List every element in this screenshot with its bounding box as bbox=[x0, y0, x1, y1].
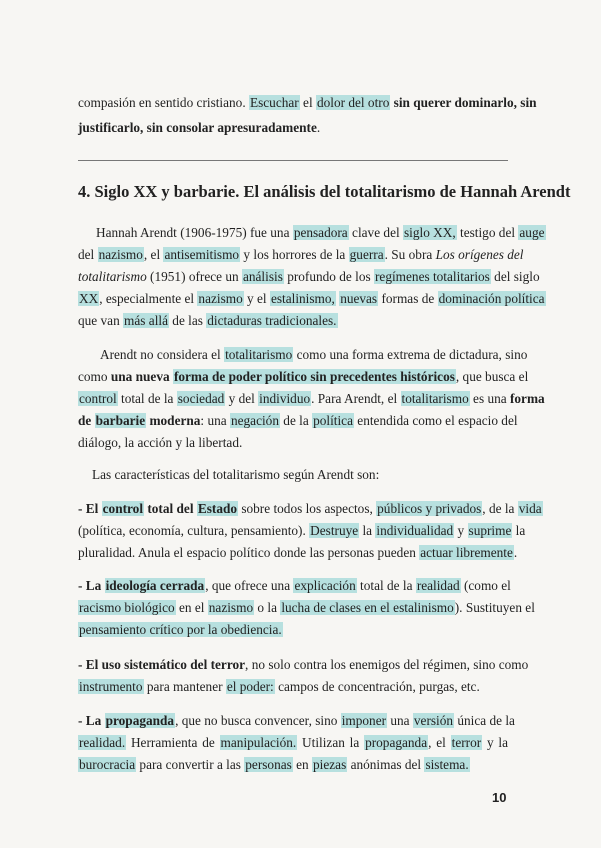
highlight: nazismo bbox=[208, 600, 254, 615]
highlight: racismo biológico bbox=[79, 600, 175, 615]
text: el bbox=[299, 95, 316, 110]
text: , de la bbox=[482, 501, 518, 516]
highlight: propaganda bbox=[365, 735, 428, 750]
text: , el bbox=[428, 735, 451, 750]
highlight: sociedad bbox=[177, 391, 225, 406]
highlight: terror bbox=[451, 735, 482, 750]
text: total de la bbox=[356, 578, 416, 593]
text: (como el bbox=[460, 578, 511, 593]
text: en el bbox=[175, 600, 208, 615]
text: Utilizan la bbox=[297, 735, 365, 750]
bold-highlight: propaganda bbox=[105, 713, 175, 728]
text: campos de concentración, purgas, etc. bbox=[274, 679, 480, 694]
highlight: control bbox=[79, 391, 117, 406]
highlight: lucha de clases en el estalinismo bbox=[281, 600, 454, 615]
bold-text: - El uso sistemático del terror bbox=[78, 657, 246, 672]
text: pluralidad. Anula el espacio político donde las personas pueden bbox=[78, 545, 420, 560]
text: como una forma extrema de dictadura, sino bbox=[293, 347, 528, 362]
list-item-line bbox=[78, 734, 508, 752]
intro-line bbox=[78, 94, 537, 112]
bold-text: - La bbox=[78, 713, 105, 728]
text: . Para Arendt, el bbox=[311, 391, 401, 406]
highlight: dictaduras tradicionales. bbox=[207, 313, 337, 328]
text: , que busca el bbox=[455, 369, 529, 384]
list-item-line bbox=[78, 621, 508, 639]
highlight: nuevas bbox=[340, 291, 378, 306]
italic-text: Los orígenes del bbox=[435, 247, 524, 262]
highlight: manipulación. bbox=[220, 735, 297, 750]
bold-highlight: forma de poder político sin precedentes históricos bbox=[173, 369, 455, 384]
highlight: sistema. bbox=[425, 757, 469, 772]
highlight: nazismo bbox=[198, 291, 243, 306]
highlight: instrumento bbox=[79, 679, 143, 694]
list-item-line bbox=[78, 544, 518, 562]
text: sobre todos los aspectos, bbox=[238, 501, 377, 516]
highlight: el poder: bbox=[226, 679, 274, 694]
text: formas de bbox=[378, 291, 438, 306]
text: Herramienta de bbox=[126, 735, 220, 750]
paragraph-line bbox=[78, 412, 518, 430]
highlight: personas bbox=[245, 757, 292, 772]
list-item-line bbox=[78, 678, 508, 696]
text: y los horrores de la bbox=[240, 247, 349, 262]
highlight: versión bbox=[413, 713, 454, 728]
italic-text: totalitarismo bbox=[78, 269, 147, 284]
paragraph-line bbox=[78, 246, 524, 264]
text: . bbox=[513, 545, 518, 560]
highlight: individuo bbox=[259, 391, 311, 406]
highlight: más allá bbox=[124, 313, 168, 328]
text: la bbox=[359, 523, 376, 538]
highlight: regímenes totalitarios bbox=[375, 269, 490, 284]
highlight: Escuchar bbox=[249, 95, 299, 110]
text: (1951) ofrece un bbox=[146, 269, 242, 284]
paragraph-line bbox=[92, 466, 522, 484]
paragraph-line bbox=[100, 346, 528, 364]
text: testigo del bbox=[456, 225, 519, 240]
bold-text: - La bbox=[78, 578, 105, 593]
text: : una bbox=[200, 413, 230, 428]
highlight: explicación bbox=[294, 578, 356, 593]
highlight: nazismo bbox=[98, 247, 143, 262]
paragraph-line bbox=[78, 390, 545, 408]
highlight: actuar libremente bbox=[420, 545, 513, 560]
text: del siglo bbox=[490, 269, 540, 284]
text: entendida como el espacio del bbox=[353, 413, 518, 428]
highlight: imponer bbox=[341, 713, 387, 728]
highlight: dominación política bbox=[438, 291, 545, 306]
text: única de la bbox=[454, 713, 515, 728]
list-item-line bbox=[78, 656, 529, 674]
bold-text: total del bbox=[144, 501, 197, 516]
highlight: auge bbox=[519, 225, 545, 240]
text: , el bbox=[143, 247, 164, 262]
bold-text: - El bbox=[78, 501, 102, 516]
text: la bbox=[512, 523, 526, 538]
text: y del bbox=[225, 391, 259, 406]
text: (política, economía, cultura, pensamiento). bbox=[78, 523, 310, 538]
highlight: guerra bbox=[349, 247, 384, 262]
highlight: antisemitismo bbox=[164, 247, 240, 262]
text: Hannah Arendt (1906-1975) fue una bbox=[96, 225, 293, 240]
paragraph-line bbox=[78, 312, 508, 330]
section-heading: 4. Siglo XX y barbarie. El análisis del totalitarismo de Hannah Arendt bbox=[78, 182, 571, 201]
bold-highlight: Estado bbox=[197, 501, 238, 516]
bold-highlight: barbarie bbox=[95, 413, 146, 428]
highlight: política bbox=[313, 413, 353, 428]
highlight: totalitarismo bbox=[401, 391, 469, 406]
text: compasión en sentido cristiano. bbox=[78, 95, 249, 110]
page-number: 10 bbox=[492, 790, 507, 805]
highlight: Destruye bbox=[310, 523, 359, 538]
highlight: piezas bbox=[313, 757, 347, 772]
text: anónimas del bbox=[347, 757, 425, 772]
list-item-line bbox=[78, 577, 511, 595]
list-item-line bbox=[78, 500, 542, 518]
text: en bbox=[292, 757, 313, 772]
text: del bbox=[78, 247, 98, 262]
bold-text: sin querer dominarlo, sin bbox=[390, 95, 537, 110]
text: es una bbox=[469, 391, 510, 406]
bold-highlight: control bbox=[102, 501, 144, 516]
text: . bbox=[316, 120, 321, 135]
highlight: análisis bbox=[242, 269, 283, 284]
paragraph-line bbox=[78, 368, 529, 386]
text: y el bbox=[243, 291, 270, 306]
text: de las bbox=[168, 313, 207, 328]
text: como bbox=[78, 369, 111, 384]
text: Arendt no considera el bbox=[100, 347, 225, 362]
list-item-line bbox=[78, 712, 515, 730]
text: total de la bbox=[117, 391, 177, 406]
highlight: públicos y privados bbox=[377, 501, 482, 516]
highlight: dolor del otro bbox=[316, 95, 390, 110]
highlight: negación bbox=[230, 413, 279, 428]
highlight: vida bbox=[518, 501, 542, 516]
text: profundo de los bbox=[283, 269, 374, 284]
text: de la bbox=[279, 413, 313, 428]
paragraph-line bbox=[78, 434, 508, 452]
intro-line bbox=[78, 119, 508, 137]
highlight: individualidad bbox=[376, 523, 454, 538]
highlight: realidad bbox=[416, 578, 460, 593]
text: y la bbox=[482, 735, 508, 750]
text: Las características del totalitarismo según Arendt son: bbox=[92, 467, 380, 482]
text: , que ofrece una bbox=[205, 578, 294, 593]
text: clave del bbox=[348, 225, 403, 240]
text: . Su obra bbox=[384, 247, 436, 262]
paragraph-line bbox=[78, 268, 540, 286]
highlight: pensamiento crítico por la obediencia. bbox=[79, 622, 282, 637]
text: que van bbox=[78, 313, 124, 328]
text: para convertir a las bbox=[136, 757, 245, 772]
text: , especialmente el bbox=[99, 291, 198, 306]
text: diálogo, la acción y la libertad. bbox=[78, 435, 243, 450]
highlight: pensadora bbox=[293, 225, 348, 240]
list-item-line bbox=[78, 756, 508, 774]
text: una bbox=[387, 713, 413, 728]
bold-highlight: ideología cerrada bbox=[105, 578, 205, 593]
paragraph-line bbox=[78, 290, 545, 308]
highlight: realidad. bbox=[79, 735, 126, 750]
list-item-line bbox=[78, 599, 535, 617]
highlight: suprime bbox=[468, 523, 512, 538]
paragraph-line bbox=[96, 224, 545, 242]
highlight: siglo XX, bbox=[403, 225, 456, 240]
highlight: XX bbox=[79, 291, 99, 306]
highlight: totalitarismo bbox=[225, 347, 293, 362]
highlight: burocracia bbox=[79, 757, 136, 772]
text: ). Sustituyen el bbox=[454, 600, 535, 615]
list-item-line bbox=[78, 522, 526, 540]
text: y bbox=[454, 523, 468, 538]
bold-text: forma bbox=[509, 391, 545, 406]
text: , no solo contra los enemigos del régimen, sino como bbox=[245, 657, 529, 672]
text: para mantener bbox=[143, 679, 226, 694]
bold-text: de bbox=[78, 413, 95, 428]
text: o la bbox=[254, 600, 281, 615]
text: , que no busca convencer, sino bbox=[175, 713, 341, 728]
bold-text: moderna bbox=[146, 413, 201, 428]
highlight: estalinismo, bbox=[270, 291, 335, 306]
section-divider bbox=[78, 160, 508, 161]
bold-text: justificarlo, sin consolar apresuradamente bbox=[78, 120, 317, 135]
bold-text: una nueva bbox=[110, 369, 173, 384]
